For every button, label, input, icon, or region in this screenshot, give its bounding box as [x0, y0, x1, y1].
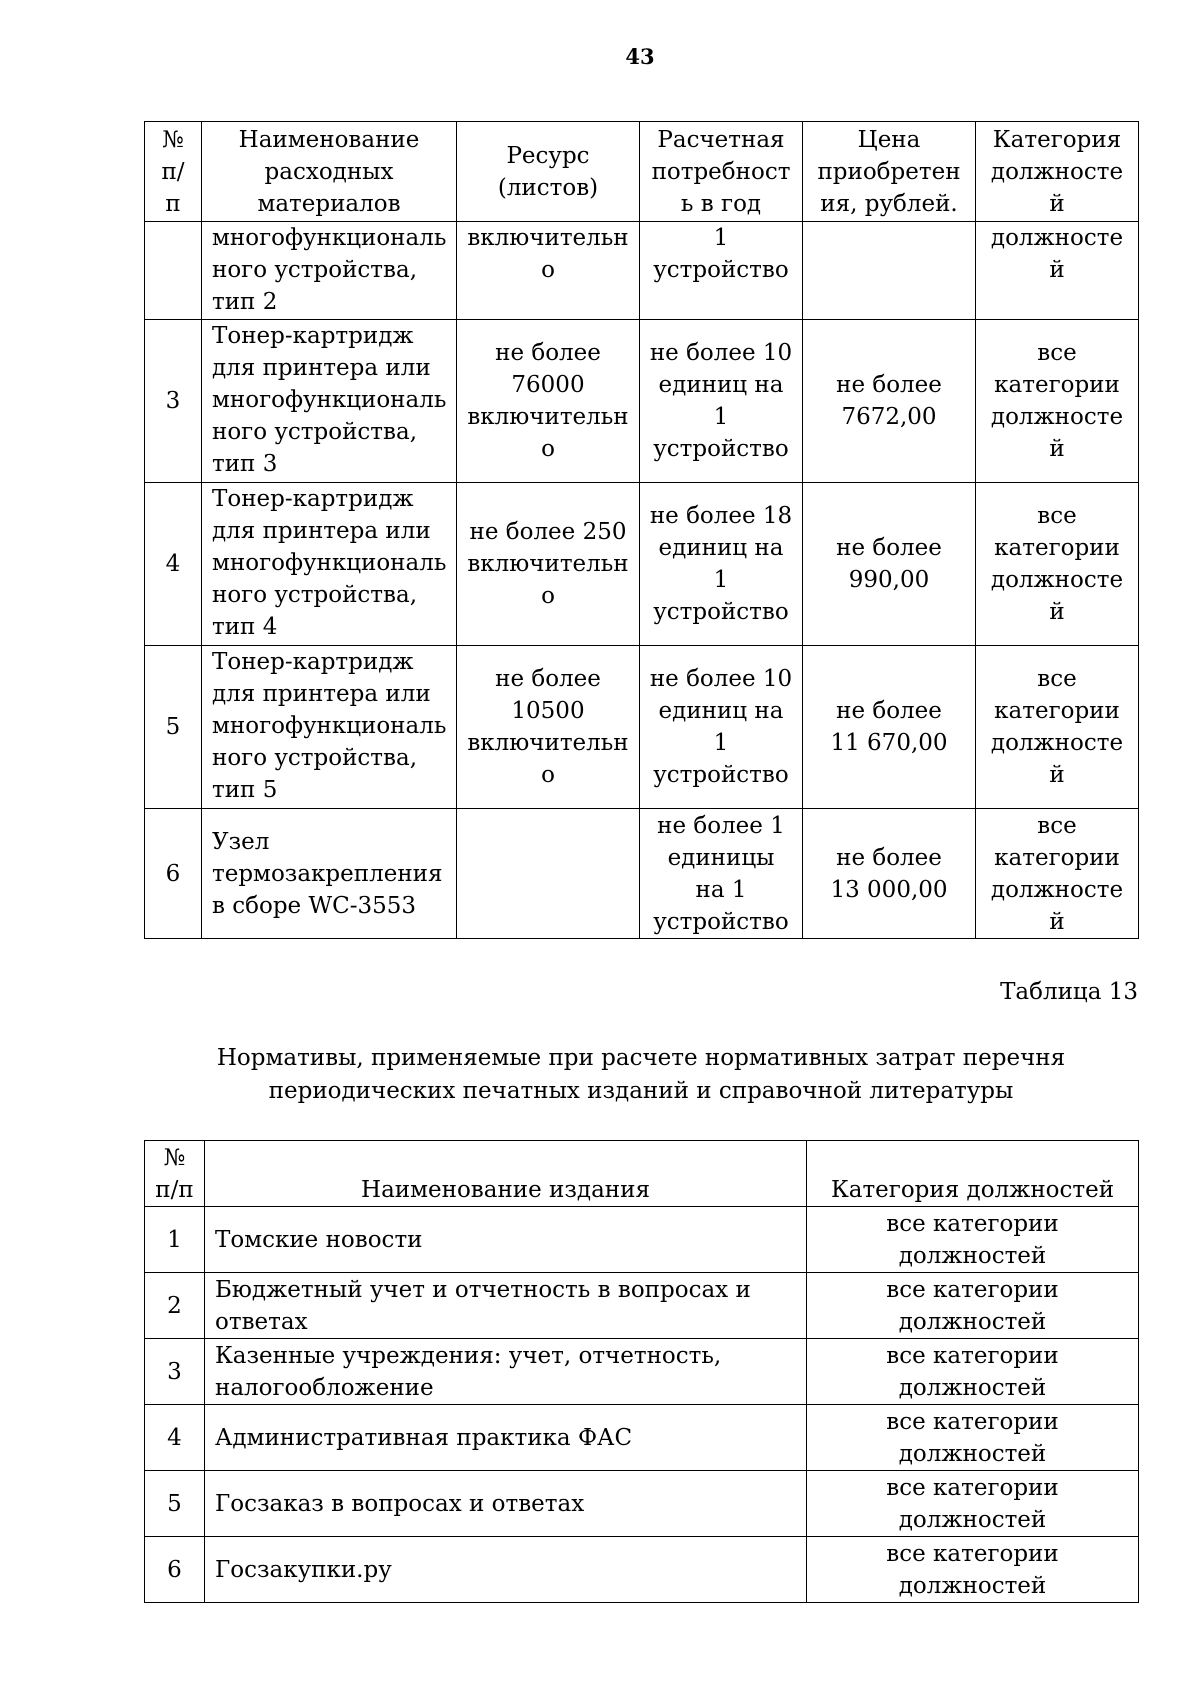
- header-category: Категория должностей: [807, 1141, 1139, 1207]
- cell-category: все категории должносте й: [976, 320, 1139, 483]
- header-category: Категория должносте й: [976, 122, 1139, 222]
- cell-name: Тонер-картридж для принтера или многофункциональ ного устройства, тип 5: [202, 646, 457, 809]
- cell-num: 2: [145, 1273, 205, 1339]
- cell-num: 4: [145, 483, 202, 646]
- cell-need: не более 10 единиц на 1 устройство: [640, 646, 803, 809]
- header-resource: Ресурс (листов): [457, 122, 640, 222]
- cell-resource: не более 76000 включительн о: [457, 320, 640, 483]
- cell-category: все категории должносте й: [976, 483, 1139, 646]
- header-num: № п/п: [145, 1141, 205, 1207]
- page-number: 43: [625, 44, 655, 69]
- table-row: [145, 1405, 1139, 1471]
- table-row: [145, 483, 1139, 646]
- table-row: [145, 1207, 1139, 1273]
- cell-name: Тонер-картридж для принтера или многофункциональ ного устройства, тип 3: [202, 320, 457, 483]
- cell-num: 3: [145, 320, 202, 483]
- table-row: [145, 1273, 1139, 1339]
- cell-category: все категории должносте й: [976, 646, 1139, 809]
- cell-name: Узел термозакрепления в сборе WC-3553: [202, 809, 457, 939]
- table-caption: Таблица 13: [1000, 979, 1138, 1005]
- cell-name: многофункциональ ного устройства, тип 2: [202, 222, 457, 320]
- table-row: [145, 1339, 1139, 1405]
- table-row: [145, 1537, 1139, 1603]
- cell-need: не более 18 единиц на 1 устройство: [640, 483, 803, 646]
- cell-num: 6: [145, 809, 202, 939]
- cell-name: Тонер-картридж для принтера или многофункциональ ного устройства, тип 4: [202, 483, 457, 646]
- cell-num: 5: [145, 1471, 205, 1537]
- table-title: Нормативы, применяемые при расчете нормативных затрат перечня периодических печатных изданий и справочной литературы: [216, 1045, 1066, 1104]
- header-name: Наименование издания: [205, 1141, 807, 1207]
- cell-num: [145, 222, 202, 320]
- cell-name: Бюджетный учет и отчетность в вопросах и ответах: [205, 1273, 807, 1339]
- cell-category: все категории должностей: [807, 1273, 1139, 1339]
- header-name: Наименование расходных материалов: [202, 122, 457, 222]
- cell-category: все категории должностей: [807, 1405, 1139, 1471]
- cell-resource: не более 250 включительн о: [457, 483, 640, 646]
- cell-category: все категории должностей: [807, 1339, 1139, 1405]
- cell-resource: [457, 809, 640, 939]
- cell-name: Госзакупки.ру: [205, 1537, 807, 1603]
- cell-num: 5: [145, 646, 202, 809]
- publications-table: [144, 1140, 1139, 1603]
- cell-name: Госзаказ в вопросах и ответах: [205, 1471, 807, 1537]
- cell-price: не более 11 670,00: [803, 646, 976, 809]
- cell-price: не более 7672,00: [803, 320, 976, 483]
- cell-num: 4: [145, 1405, 205, 1471]
- cell-num: 1: [145, 1207, 205, 1273]
- table-row: [145, 646, 1139, 809]
- cell-category: должносте й: [976, 222, 1139, 320]
- cell-name: Административная практика ФАС: [205, 1405, 807, 1471]
- table-row: [145, 809, 1139, 939]
- cell-need: 1 устройство: [640, 222, 803, 320]
- header-num: № п/ п: [145, 122, 202, 222]
- cell-need: не более 1 единицы на 1 устройство: [640, 809, 803, 939]
- cell-num: 3: [145, 1339, 205, 1405]
- table-row: [145, 1471, 1139, 1537]
- header-need: Расчетная потребност ь в год: [640, 122, 803, 222]
- table-header-row: [145, 1141, 1139, 1207]
- header-price: Цена приобретен ия, рублей.: [803, 122, 976, 222]
- cell-name: Казенные учреждения: учет, отчетность, налогообложение: [205, 1339, 807, 1405]
- cell-name: Томские новости: [205, 1207, 807, 1273]
- consumables-table: [144, 121, 1139, 939]
- cell-price: не более 990,00: [803, 483, 976, 646]
- cell-category: все категории должностей: [807, 1207, 1139, 1273]
- cell-category: все категории должностей: [807, 1537, 1139, 1603]
- cell-category: все категории должносте й: [976, 809, 1139, 939]
- cell-num: 6: [145, 1537, 205, 1603]
- cell-need: не более 10 единиц на 1 устройство: [640, 320, 803, 483]
- cell-resource: не более 10500 включительн о: [457, 646, 640, 809]
- cell-price: не более 13 000,00: [803, 809, 976, 939]
- table-header-row: [145, 122, 1139, 222]
- cell-resource: включительн о: [457, 222, 640, 320]
- table-row: [145, 320, 1139, 483]
- table-row: [145, 222, 1139, 320]
- cell-category: все категории должностей: [807, 1471, 1139, 1537]
- cell-price: [803, 222, 976, 320]
